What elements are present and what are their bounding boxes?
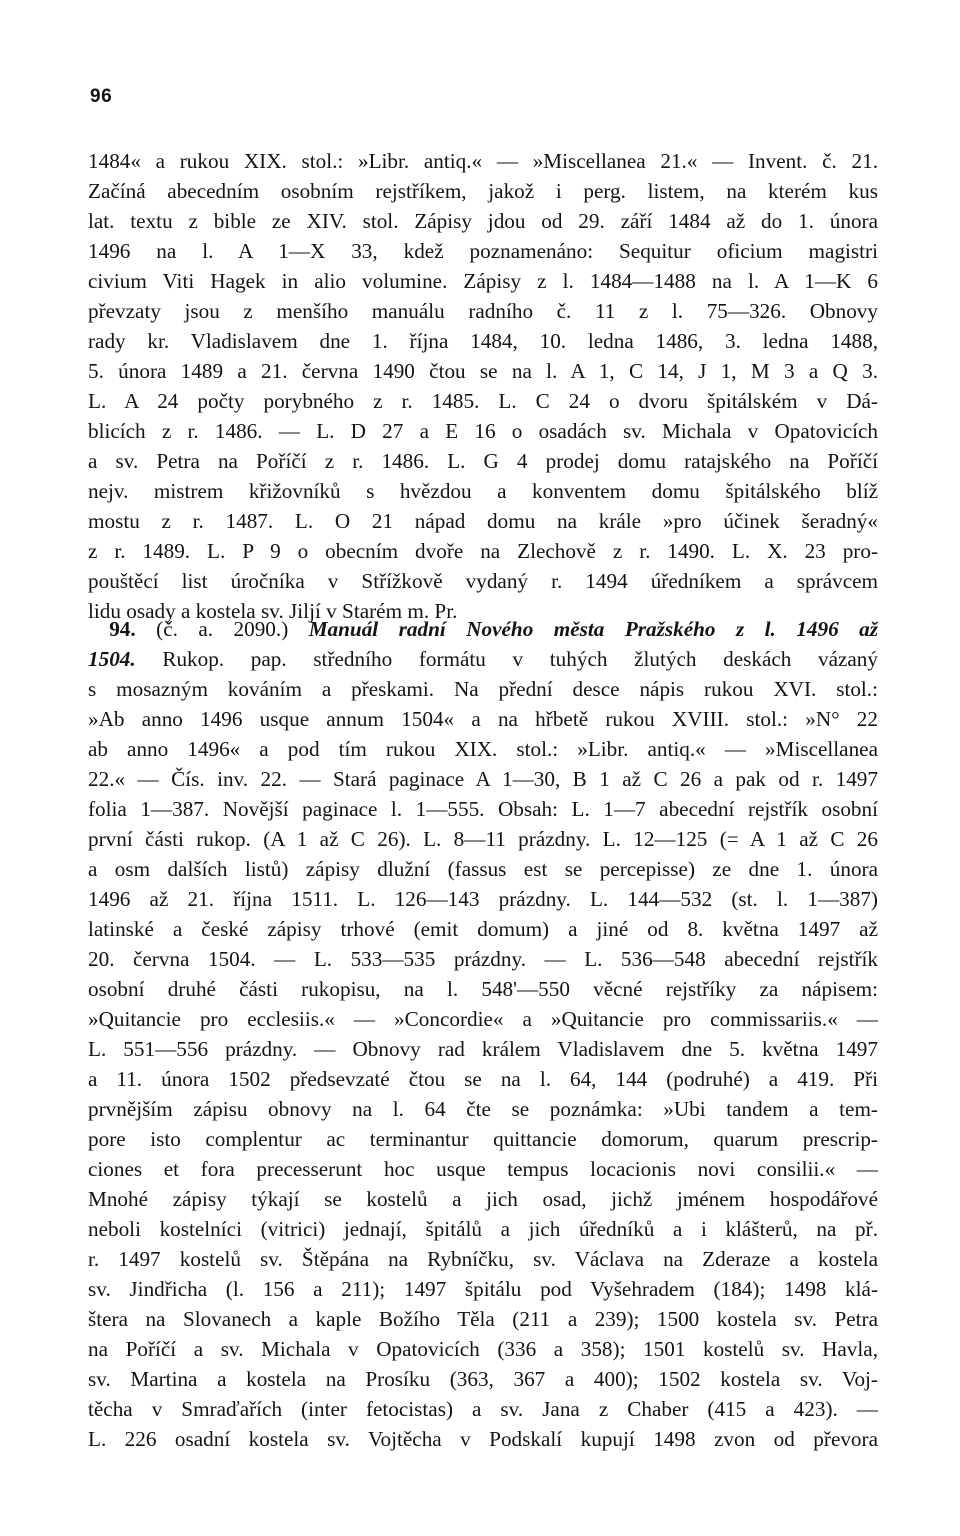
text-line: těcha v Smraďařích (inter fetocistas) a sv. Jana z Chaber (415 a 423). — [88, 1397, 878, 1421]
text-line: »Quitancie pro ecclesiis.« — »Concordie« a »Quitancie pro commissariis.« — [88, 1007, 878, 1031]
text-line: 20. června 1504. — L. 533—535 prázdny. — L. 536—548 abecední rejstřík [88, 947, 878, 971]
text-line: sv. Jindřicha (l. 156 a 211); 1497 špitálu pod Vyšehradem (184); 1498 klá- [88, 1277, 878, 1301]
text-line: ciones et fora precesserunt hoc usque tempus locacionis novi consilii.« — [88, 1157, 878, 1181]
page-number: 96 [90, 86, 113, 107]
text-line: ab anno 1496« a pod tím rukou XIX. stol.: »Libr. antiq.« — »Miscellanea [88, 737, 878, 761]
text-line: 1496 až 21. října 1511. L. 126—143 prázdny. L. 144—532 (st. l. 1—387) [88, 887, 878, 911]
text-line: a sv. Petra na Poříčí z r. 1486. L. G 4 prodej domu ratajského na Poříčí [88, 449, 878, 473]
text-line [88, 644, 878, 674]
text-line: s mosazným kováním a přeskami. Na přední desce nápis rukou XVI. stol.: [88, 677, 878, 701]
entry-title-end: 1504. [88, 647, 136, 671]
text-line: L. A 24 počty porybného z r. 1485. L. C 24 o dvoru špitálském v Dá- [88, 389, 878, 413]
text-line: rady kr. Vladislavem dne 1. října 1484, 10. ledna 1486, 3. ledna 1488, [88, 329, 878, 353]
text-line: a 11. února 1502 předsevzaté čtou se na l. 64, 144 (podruhé) a 419. Při [88, 1067, 878, 1091]
text-line: »Ab anno 1496 usque annum 1504« a na hřbetě rukou XVIII. stol.: »N° 22 [88, 707, 878, 731]
entry-94 [88, 614, 878, 1454]
text-line: latinské a české zápisy trhové (emit domum) a jiné od 8. května 1497 až [88, 917, 878, 941]
text-line: r. 1497 kostelů sv. Štěpána na Rybníčku, sv. Václava na Zderaze a kostela [88, 1247, 878, 1271]
text-line: blicích z r. 1486. — L. D 27 a E 16 o osadách sv. Michala v Opatovicích [88, 419, 878, 443]
entry-title: Manuál radní Nového města Pražského z l. 1496 až [308, 617, 878, 641]
text-line: pore isto complentur ac terminantur quittancie domorum, quarum prescrip- [88, 1127, 878, 1151]
text-line: a osm dalších listů) zápisy dlužní (fassus est se percepisse) ze dne 1. února [88, 857, 878, 881]
text-line: neboli kostelníci (vitrici) jednají, špitálů a jich úředníků a i klášterů, na př. [88, 1217, 878, 1241]
entry-description: Rukop. pap. středního formátu v tuhých žlutých deskách vázaný [135, 647, 878, 671]
text-line: 22.« — Čís. inv. 22. — Stará paginace A 1—30, B 1 až C 26 a pak od r. 1497 [88, 767, 878, 791]
text-line: civium Viti Hagek in alio volumine. Zápisy z l. 1484—1488 na l. A 1—K 6 [88, 269, 878, 293]
text-line: nejv. mistrem křižovníků s hvězdou a konventem domu špitálského blíž [88, 479, 878, 503]
entry-heading-line [88, 614, 878, 644]
text-line: folia 1—387. Novější paginace l. 1—555. Obsah: L. 1—7 abecední rejstřík osobní [88, 797, 878, 821]
text-line: štera na Slovanech a kaple Božího Těla (211 a 239); 1500 kostela sv. Petra [88, 1307, 878, 1331]
text-line: 5. února 1489 a 21. června 1490 čtou se na l. A 1, C 14, J 1, M 3 a Q 3. [88, 359, 878, 383]
text-line: 1484« a rukou XIX. stol.: »Libr. antiq.« — »Miscellanea 21.« — Invent. č. 21. [88, 149, 878, 173]
entry-reference: (č. a. 2090.) [135, 617, 309, 641]
text-line: lat. textu z bible ze XIV. stol. Zápisy jdou od 29. září 1484 až do 1. února [88, 209, 878, 233]
text-line: L. 226 osadní kostela sv. Vojtěcha v Podskalí kupují 1498 zvon od převora [88, 1427, 878, 1451]
text-line: mostu z r. 1487. L. O 21 nápad domu na krále »pro účinek šeradný« [88, 509, 878, 533]
text-line: Mnohé zápisy týkají se kostelů a jich osad, jichž jménem hospodářové [88, 1187, 878, 1211]
text-line: osobní druhé části rukopisu, na l. 548'—550 věcné rejstříky za nápisem: [88, 977, 878, 1001]
text-line: z r. 1489. L. P 9 o obecním dvoře na Zlechově z r. 1490. L. X. 23 pro- [88, 539, 878, 563]
entry-number: 94. [109, 617, 136, 641]
text-line: Začíná abecedním osobním rejstříkem, jakož i perg. listem, na kterém kus [88, 179, 878, 203]
text-line: pouštěcí list úročníka v Střížkově vydaný r. 1494 úředníkem a správcem [88, 569, 878, 593]
text-line: prvnějším zápisu obnovy na l. 64 čte se poznámka: »Ubi tandem a tem- [88, 1097, 878, 1121]
text-block-continuation [88, 146, 878, 626]
text-line: na Poříčí a sv. Michala v Opatovicích (336 a 358); 1501 kostelů sv. Havla, [88, 1337, 878, 1361]
text-line: 1496 na l. A 1—X 33, kdež poznamenáno: Sequitur oficium magistri [88, 239, 878, 263]
text-line: sv. Martina a kostela na Prosíku (363, 367 a 400); 1502 kostela sv. Voj- [88, 1367, 878, 1391]
text-line: lidu osady a kostela sv. Jiljí v Starém m. Pr. [88, 599, 458, 623]
text-line: převzaty jsou z menšího manuálu radního č. 11 z l. 75—326. Obnovy [88, 299, 878, 323]
text-line: první části rukop. (A 1 až C 26). L. 8—11 prázdny. L. 12—125 (= A 1 až C 26 [88, 827, 878, 851]
text-line: L. 551—556 prázdny. — Obnovy rad králem Vladislavem dne 5. května 1497 [88, 1037, 878, 1061]
